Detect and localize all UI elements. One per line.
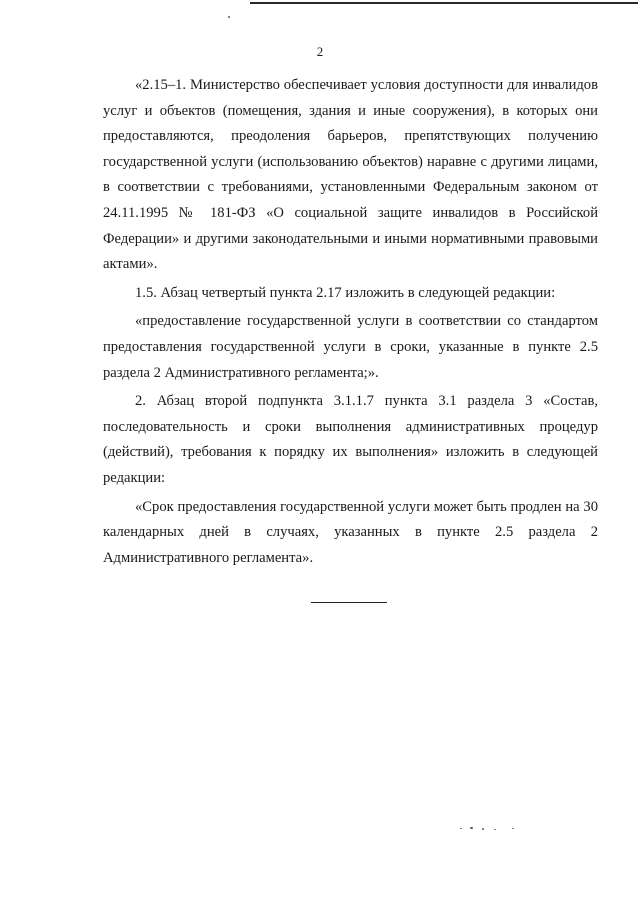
paragraph-new-wording-2-17: «предоставление государственной услуги в соответствии со стандартом предоставления государственной услуги в сроки, указанные в пункте 2.5 раздела 2 Административного регламента;». xyxy=(103,313,598,381)
scan-speck xyxy=(460,828,462,829)
paragraph-amendment-1-5: 1.5. Абзац четвертый пункта 2.17 изложить в следующей редакции: xyxy=(135,284,556,301)
document-body xyxy=(103,73,598,574)
paragraph-accessibility: «2.15–1. Министерство обеспечивает условия доступности для инвалидов услуг и объектов (помещения, здания и иные сооружения), в которых они предоставляются, преодоления барьеров, препятствующих получению государственной услуги (использованию объектов) наравне с другими лицами, в соответствии с требованиями, установленными Федеральным законом от 24.11.1995 № 181-ФЗ «О социальной защите инвалидов в Российской Федерации» и другими законодательными и иными нормативными правовыми актами». xyxy=(103,77,598,273)
scan-speck xyxy=(228,16,230,18)
paragraph-amendment-2: 2. Абзац второй подпункта 3.1.1.7 пункта 3.1 раздела 3 «Состав, последовательность и сроки выполнения административных процедур (действий), требования к порядку их выполнения» изложить в следующей редакции: xyxy=(103,393,598,486)
scan-speck xyxy=(482,828,484,830)
scan-speck xyxy=(494,829,496,830)
scan-speck xyxy=(512,828,514,829)
scan-edge-line xyxy=(250,2,638,4)
paragraph-new-wording-3-1-1-7: «Срок предоставления государственной услуги может быть продлен на 30 календарных дней в случаях, указанных в пункте 2.5 раздела 2 Административного регламента». xyxy=(103,498,598,566)
page-number: 2 xyxy=(316,44,324,59)
scan-speck xyxy=(470,827,473,829)
closing-rule xyxy=(311,602,387,603)
